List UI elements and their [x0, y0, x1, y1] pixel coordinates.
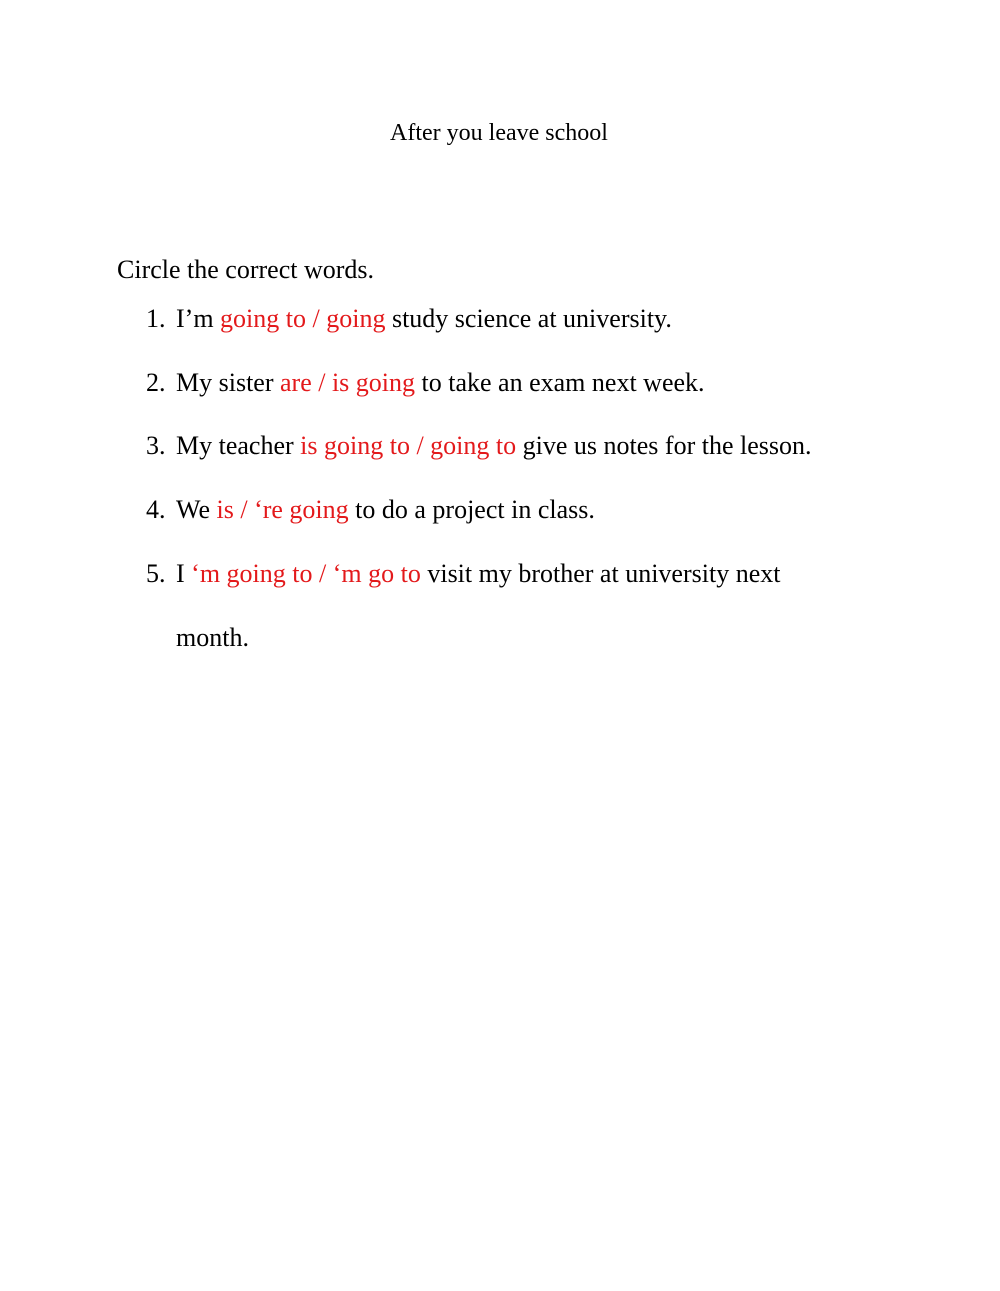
item-sentence	[176, 493, 595, 527]
sentence-start: I	[176, 559, 192, 588]
item-number: 2.	[146, 368, 166, 397]
answer-options[interactable]: ‘m going to / ‘m go to	[191, 559, 421, 588]
answer-options[interactable]: is / ‘re going	[216, 495, 349, 524]
sentence-start: We	[176, 495, 217, 524]
item-sentence	[176, 302, 672, 336]
sentence-end: give us notes for the lesson.	[516, 431, 812, 460]
sentence-start: My teacher	[176, 431, 301, 460]
item-number: 1.	[146, 304, 166, 333]
item-sentence	[176, 557, 780, 591]
item-continuation: month.	[176, 623, 249, 652]
sentence-end: to take an exam next week.	[415, 368, 705, 397]
sentence-start: I’m	[176, 304, 221, 333]
item-sentence	[176, 429, 811, 463]
item-number: 5.	[146, 559, 166, 588]
item-sentence	[176, 366, 705, 400]
answer-options[interactable]: are / is going	[280, 368, 416, 397]
sentence-end: to do a project in class.	[348, 495, 595, 524]
sentence-start: My sister	[176, 368, 280, 397]
item-number: 3.	[146, 431, 166, 460]
sentence-end: visit my brother at university next	[420, 559, 781, 588]
answer-options[interactable]: going to / going	[220, 304, 386, 333]
item-number: 4.	[146, 495, 166, 524]
answer-options[interactable]: is going to / going to	[300, 431, 517, 460]
instruction-text: Circle the correct words.	[117, 255, 375, 284]
sentence-end: study science at university.	[385, 304, 672, 333]
page-title: After you leave school	[390, 120, 608, 146]
